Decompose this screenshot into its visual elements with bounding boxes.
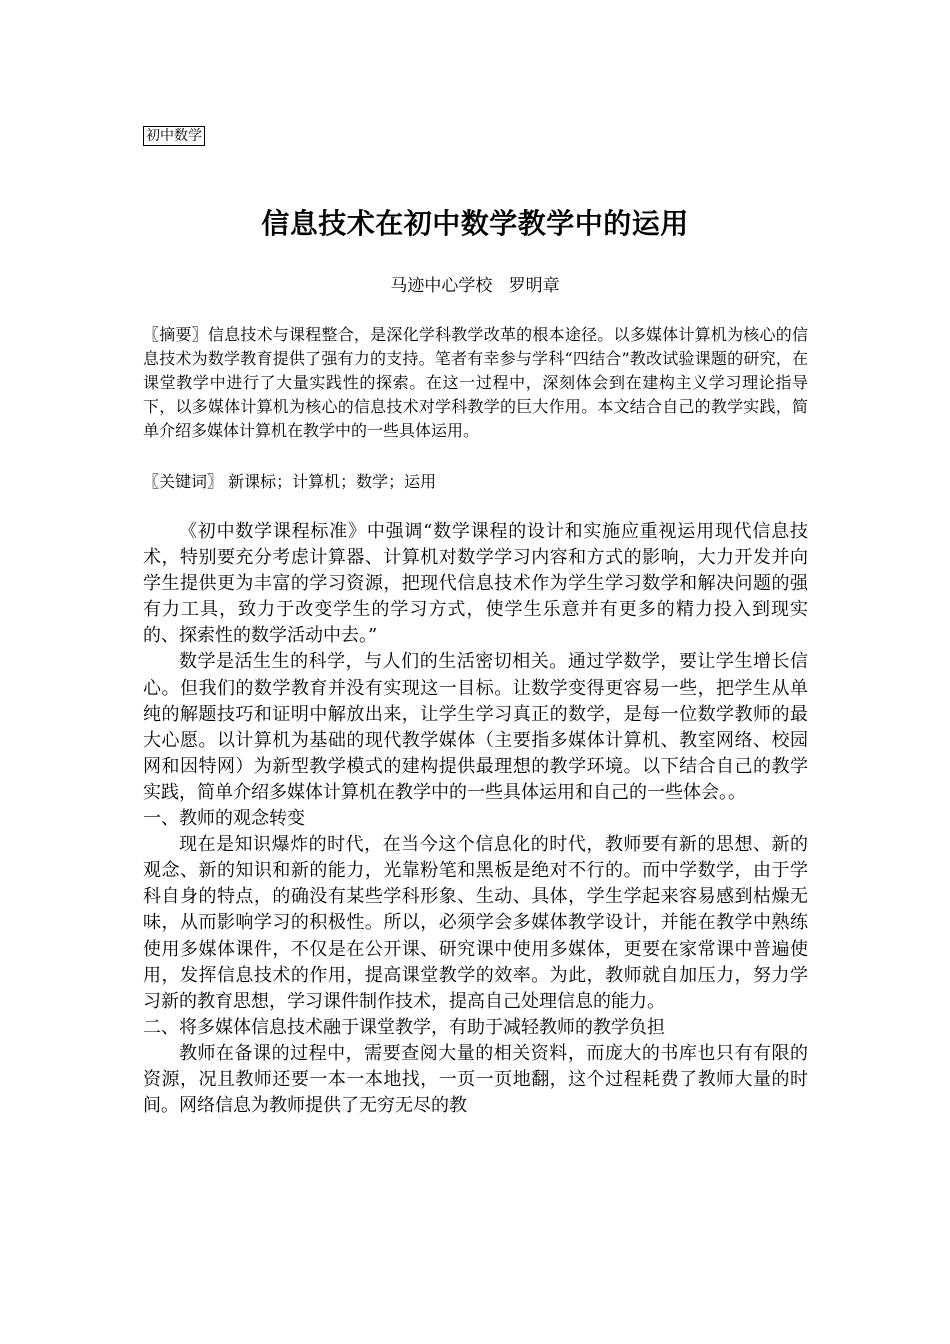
author-name: 罗明章 xyxy=(508,276,560,296)
section-heading-1: 一、教师的观念转变 xyxy=(143,808,305,830)
article-body xyxy=(143,519,808,1119)
author-gap xyxy=(492,276,508,296)
paragraph-2: 数学是活生生的科学，与人们的生活密切相关。通过学数学，要让学生增长信心。但我们的数学教育并没有实现这一目标。让数学变得更容易一些，把学生从单纯的解题技巧和证明中解放出来，让学生学习真正的数学，是每一位数学教师的最大心愿。以计算机为基础的现代教学媒体（主要指多媒体计算机、教室网络、校园网和因特网）为新型教学模式的建构提供最理想的教学环境。以下结合自己的教学实践，简单介绍多媒体计算机在教学中的一些具体运用和自己的一些体会。。 xyxy=(143,651,808,803)
paragraph-1: 《初中数学课程标准》中强调“数学课程的设计和实施应重视运用现代信息技术，特别要充分考虑计算器、计算机对数学学习内容和方式的影响，大力开发并向学生提供更为丰富的学习资源，把现代信息技术作为学生学习数学和解决问题的强有力工具，致力于改变学生的学习方式，使学生乐意并有更多的精力投入到现实的、探索性的数学活动中去。” xyxy=(143,521,808,647)
keywords: 〖关键词〗 新课标；计算机；数学；运用 xyxy=(143,472,437,491)
abstract: 〖摘要〗信息技术与课程整合，是深化学科教学改革的根本途径。以多媒体计算机为核心的信息技术为数学教育提供了强有力的支持。笔者有幸参与学科“四结合”教改试验课题的研究，在课堂教学中进行了大量实践性的探索。在这一过程中，深刻体会到在建构主义学习理论指导下，以多媒体计算机为核心的信息技术对学科教学的巨大作用。本文结合自己的教学实践，简单介绍多媒体计算机在教学中的一些具体运用。 xyxy=(143,325,808,440)
author-school: 马迹中心学校 xyxy=(390,276,493,296)
article-title: 信息技术在初中数学教学中的运用 xyxy=(261,207,689,240)
author-line xyxy=(0,274,950,298)
section-heading-2: 二、将多媒体信息技术融于课堂教学，有助于减轻教师的教学负担 xyxy=(143,1016,665,1038)
subject-tag: 初中数学 xyxy=(143,126,205,146)
paragraph-3: 现在是知识爆炸的时代，在当今这个信息化的时代，教师要有新的思想、新的观念、新的知识和新的能力，光靠粉笔和黑板是绝对不行的。而中学数学，由于学科自身的特点，的确没有某些学科形象、生动、具体，学生学起来容易感到枯燥无味，从而影响学习的积极性。所以，必须学会多媒体教学设计，并能在教学中熟练使用多媒体课件，不仅是在公开课、研究课中使用多媒体，更要在家常课中普遍使用，发挥信息技术的作用，提高课堂教学的效率。为此，教师就自加压力，努力学习新的教育思想，学习课件制作技术，提高自己处理信息的能力。 xyxy=(143,834,808,1012)
paragraph-4: 教师在备课的过程中，需要查阅大量的相关资料，而庞大的书库也只有有限的资源，况且教师还要一本一本地找，一页一页地翻，这个过程耗费了教师大量的时间。网络信息为教师提供了无穷无尽的教 xyxy=(143,1042,808,1117)
